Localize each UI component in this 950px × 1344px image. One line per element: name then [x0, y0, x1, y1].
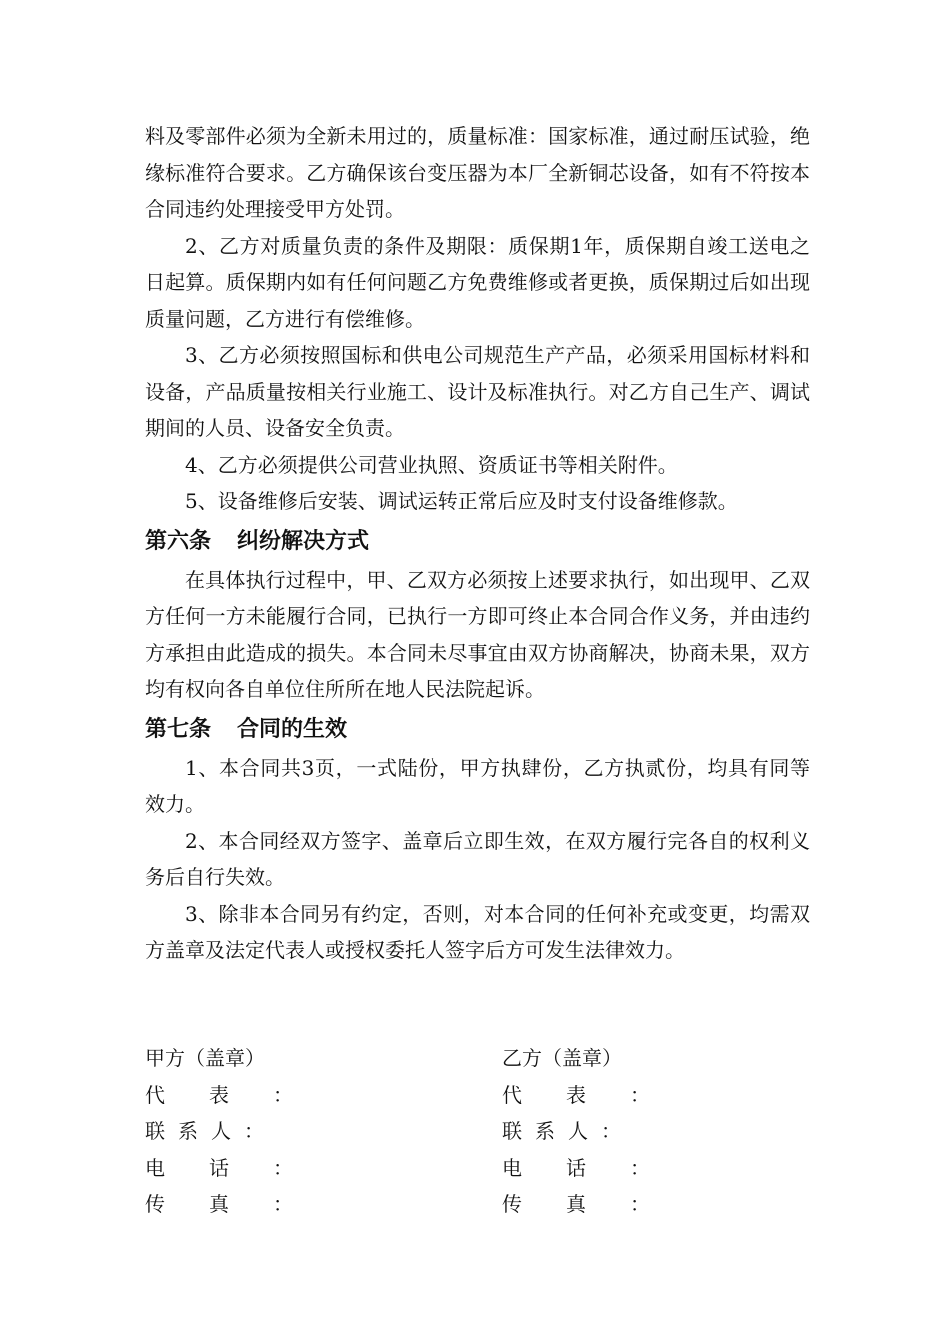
section-7-item-2: 2、本合同经双方签字、盖章后立即生效，在双方履行完各自的权利义务后自行失效。 — [145, 828, 810, 889]
section-6-number: 第六条 — [145, 528, 212, 554]
contact-label: 联系人 — [502, 1119, 601, 1143]
paragraph-clause-4: 4、乙方必须提供公司营业执照、资质证书等相关附件。 — [185, 452, 678, 477]
section-7-number: 第七条 — [145, 716, 212, 742]
section-7-heading — [145, 708, 810, 750]
section-7-item-1: 1、本合同共3页，一式陆份，甲方执肆份，乙方执贰份，均具有同等效力。 — [145, 755, 810, 816]
colon: ： — [601, 1119, 621, 1143]
signature-row-fax — [145, 1186, 810, 1223]
section-6-heading — [145, 520, 810, 562]
party-b-label: 乙方（盖章） — [502, 1046, 622, 1070]
section-7-title: 合同的生效 — [237, 716, 348, 742]
phone-label: 电话 — [145, 1155, 273, 1180]
section-7-item-3: 3、除非本合同另有约定，否则，对本合同的任何补充或变更，均需双方盖章及法定代表人或授权委托人签字后方可发生法律效力。 — [145, 901, 810, 962]
rep-label: 代表 — [145, 1082, 273, 1107]
contact-label: 联系人 — [145, 1119, 244, 1143]
party-b-contact-field — [502, 1113, 621, 1150]
colon: ： — [630, 1192, 650, 1216]
signature-row-contact — [145, 1113, 810, 1150]
paragraph-clause-3: 3、乙方必须按照国标和供电公司规范生产产品，必须采用国标材料和设备，产品质量按相关行业施工、设计及标准执行。对乙方自己生产、调试期间的人员、设备安全负责。 — [145, 343, 810, 440]
signature-row-party — [145, 1040, 810, 1077]
party-a-contact-field — [145, 1113, 264, 1150]
party-a-phone-field — [145, 1150, 293, 1187]
colon: ： — [244, 1119, 264, 1143]
phone-label: 电话 — [502, 1155, 630, 1180]
signature-row-phone — [145, 1150, 810, 1187]
colon: ： — [273, 1192, 293, 1216]
colon: ： — [630, 1155, 650, 1180]
party-b-fax-field — [502, 1186, 650, 1223]
party-b-rep-field — [502, 1077, 650, 1114]
fax-label: 传真 — [502, 1192, 630, 1216]
party-a-rep-field — [145, 1077, 293, 1114]
section-6-title: 纠纷解决方式 — [237, 528, 370, 554]
party-a-label: 甲方（盖章） — [145, 1046, 265, 1070]
colon: ： — [273, 1155, 293, 1180]
party-a-fax-field — [145, 1186, 293, 1223]
document-body — [145, 118, 810, 969]
party-b-phone-field — [502, 1150, 650, 1187]
paragraph-clause-2: 2、乙方对质量负责的条件及期限：质保期1年，质保期自竣工送电之日起算。质保期内如有任何问题乙方免费维修或者更换，质保期过后如出现质量问题，乙方进行有偿维修。 — [145, 233, 810, 331]
colon: ： — [630, 1082, 650, 1107]
colon: ： — [273, 1082, 293, 1107]
fax-label: 传真 — [145, 1192, 273, 1216]
section-6-body: 在具体执行过程中，甲、乙双方必须按上述要求执行，如出现甲、乙双方任何一方未能履行合同，已执行一方即可终止本合同合作义务，并由违约方承担由此造成的损失。本合同未尽事宜由双方协商解决，协商未果，双方均有权向各自单位住所所在地人民法院起诉。 — [145, 567, 810, 701]
paragraph-clause-5: 5、设备维修后安装、调试运转正常后应及时支付设备维修款。 — [185, 489, 738, 513]
paragraph-continuation: 料及零部件必须为全新未用过的，质量标准：国家标准，通过耐压试验，绝缘标准符合要求。乙方确保该台变压器为本厂全新铜芯设备，如有不符按本合同违约处理接受甲方处罚。 — [145, 124, 810, 221]
signature-row-rep — [145, 1077, 810, 1114]
signature-block — [145, 1040, 810, 1223]
rep-label: 代表 — [502, 1082, 630, 1107]
